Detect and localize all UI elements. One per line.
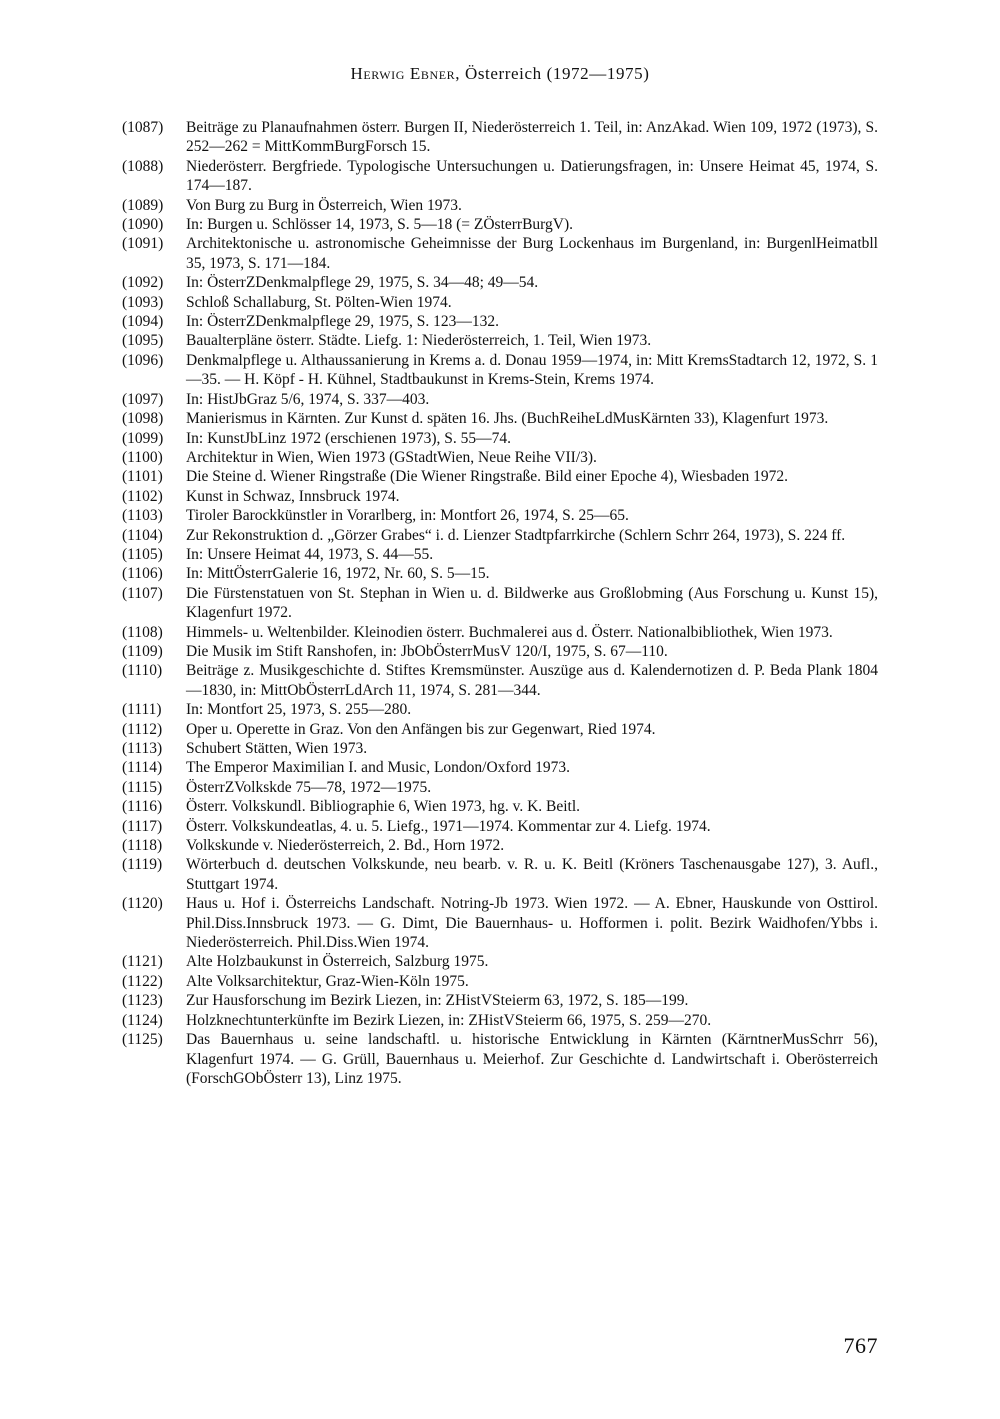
entry-number: (1113) <box>122 740 163 757</box>
bibliography-entry <box>122 778 878 797</box>
entry-number: (1105) <box>122 545 163 563</box>
bibliography-entry <box>122 467 878 486</box>
bibliography-entry <box>122 1030 878 1088</box>
entry-text: In: Burgen u. Schlösser 14, 1973, S. 5—18 (= ZÖsterrBurgV). <box>186 216 574 234</box>
entry-number: (1123) <box>122 992 163 1010</box>
entry-number: (1095) <box>122 332 164 350</box>
entry-number: (1110) <box>122 662 163 680</box>
entry-text: In: Unsere Heimat 44, 1973, S. 44—55. <box>186 545 434 563</box>
entry-number: (1092) <box>122 274 164 292</box>
bibliography-entry <box>122 739 878 758</box>
bibliography-entry <box>122 642 878 661</box>
entry-number: (1103) <box>122 507 163 525</box>
entry-text: Niederösterr. Bergfriede. Typologische Untersuchungen u. Datierungsfragen, in: Unsere Heimat 45, 1974, S. 174—187. <box>186 157 878 195</box>
bibliography-entry <box>122 506 878 525</box>
bibliography-entry <box>122 564 878 583</box>
entry-number: (1093) <box>122 293 164 311</box>
entry-number: (1125) <box>122 1031 163 1049</box>
entry-text: In: MittÖsterrGalerie 16, 1972, Nr. 60, S. 5—15. <box>186 565 490 583</box>
entry-number: (1122) <box>122 972 163 990</box>
bibliography-entry <box>122 855 878 894</box>
entry-text: Volkskunde v. Niederösterreich, 2. Bd., Horn 1972. <box>186 837 505 855</box>
bibliography-entry <box>122 584 878 623</box>
bibliography-entry <box>122 700 878 719</box>
entry-text: ÖsterrZVolkskde 75—78, 1972—1975. <box>186 778 432 796</box>
bibliography-entry <box>122 487 878 506</box>
entry-number: (1118) <box>122 837 163 855</box>
entry-number: (1107) <box>122 584 163 602</box>
bibliography-entry <box>122 817 878 836</box>
entry-text: Holzknechtunterkünfte im Bezirk Liezen, in: ZHistVSteierm 66, 1975, S. 259—270. <box>186 1011 712 1029</box>
entry-number: (1117) <box>122 817 163 835</box>
bibliography-entry <box>122 293 878 312</box>
entry-text: Österr. Volkskundl. Bibliographie 6, Wien 1973, hg. v. K. Beitl. <box>186 798 581 816</box>
entry-number: (1091) <box>122 235 164 253</box>
page-number: 767 <box>843 1333 878 1358</box>
entry-number: (1087) <box>122 119 164 136</box>
entry-number: (1108) <box>122 623 163 641</box>
bibliography-entry <box>122 331 878 350</box>
bibliography-entry <box>122 409 878 428</box>
bibliography-entry <box>122 661 878 700</box>
bibliography-entry <box>122 157 878 196</box>
entry-text: Baualterpläne österr. Städte. Liefg. 1: Niederösterreich, 1. Teil, Wien 1973. <box>186 332 652 350</box>
entry-text: Tiroler Barockkünstler in Vorarlberg, in: Montfort 26, 1974, S. 25—65. <box>186 507 629 525</box>
bibliography-entry <box>122 312 878 331</box>
bibliography-entries <box>122 118 878 1088</box>
entry-text: In: ÖsterrZDenkmalpflege 29, 1975, S. 123—132. <box>186 313 499 331</box>
bibliography-entry <box>122 215 878 234</box>
entry-text: Die Musik im Stift Ranshofen, in: JbObÖsterrMusV 120/I, 1975, S. 67—110. <box>186 642 668 660</box>
running-head-author-last: Ebner <box>409 64 456 83</box>
entry-number: (1109) <box>122 642 163 660</box>
entry-text: Zur Rekonstruktion d. „Görzer Grabes“ i. d. Lienzer Stadtpfarrkirche (Schlern Schrr 264, 1973), S. 224 ff. <box>186 526 846 544</box>
entry-number: (1116) <box>122 798 163 816</box>
entry-text: Die Fürstenstatuen von St. Stephan in Wien u. d. Bildwerke aus Großlobming (Aus Forschung u. Kunst 15), Klagenfurt 1972. <box>186 584 878 622</box>
entry-number: (1089) <box>122 196 164 214</box>
bibliography-entry <box>122 972 878 991</box>
bibliography-entry <box>122 991 878 1010</box>
entry-text: The Emperor Maximilian I. and Music, London/Oxford 1973. <box>186 759 570 777</box>
entry-number: (1121) <box>122 953 163 971</box>
bibliography-entry <box>122 118 878 157</box>
entry-text: Österr. Volkskundeatlas, 4. u. 5. Liefg., 1971—1974. Kommentar zur 4. Liefg. 1974. <box>186 817 711 835</box>
entry-text: In: ÖsterrZDenkmalpflege 29, 1975, S. 34—48; 49—54. <box>186 274 539 292</box>
entry-text: Von Burg zu Burg in Österreich, Wien 1973. <box>186 196 462 214</box>
bibliography-entry <box>122 758 878 777</box>
entry-number: (1111) <box>122 701 162 719</box>
entry-number: (1099) <box>122 429 164 447</box>
bibliography-entry <box>122 797 878 816</box>
bibliography-entry <box>122 720 878 739</box>
entry-number: (1112) <box>122 720 163 738</box>
running-head <box>0 64 1000 84</box>
entry-number: (1100) <box>122 448 163 466</box>
bibliography-entry <box>122 234 878 273</box>
bibliography-entry <box>122 836 878 855</box>
entry-text: Alte Holzbaukunst in Österreich, Salzburg 1975. <box>186 953 489 971</box>
bibliography-entry <box>122 623 878 642</box>
entry-text: Zur Hausforschung im Bezirk Liezen, in: ZHistVSteierm 63, 1972, S. 185—199. <box>186 992 689 1010</box>
entry-text: In: KunstJbLinz 1972 (erschienen 1973), S. 55—74. <box>186 429 512 447</box>
running-head-title: , Österreich (1972—1975) <box>455 64 650 83</box>
entry-text: Alte Volksarchitektur, Graz-Wien-Köln 1975. <box>186 972 469 990</box>
entry-number: (1102) <box>122 487 163 505</box>
running-head-author-first: Herwig <box>350 64 405 83</box>
entry-number: (1097) <box>122 390 164 408</box>
entry-number: (1104) <box>122 526 163 544</box>
entry-text: Himmels- u. Weltenbilder. Kleinodien österr. Buchmalerei aus d. Österr. Nationalbibliothek, Wien 1973. <box>186 623 833 641</box>
entry-text: Beiträge z. Musikgeschichte d. Stiftes Kremsmünster. Auszüge aus d. Kalendernotizen d. P. Beda Plank 1804—1830, in: MittObÖsterrLdArch 11, 1974, S. 281—344. <box>186 662 878 699</box>
entry-number: (1120) <box>122 895 163 913</box>
bibliography-entry <box>122 390 878 409</box>
entry-text: Wörterbuch d. deutschen Volkskunde, neu bearb. v. R. u. K. Beitl (Kröners Taschenausgabe 127), 3. Aufl., Stuttgart 1974. <box>186 856 878 893</box>
bibliography-entry <box>122 351 878 390</box>
entry-number: (1098) <box>122 410 164 428</box>
bibliography-entry <box>122 448 878 467</box>
entry-number: (1124) <box>122 1011 163 1029</box>
bibliography-entry <box>122 545 878 564</box>
bibliography-entry <box>122 429 878 448</box>
bibliography-entry <box>122 894 878 952</box>
entry-text: Architektur in Wien, Wien 1973 (GStadtWien, Neue Reihe VII/3). <box>186 448 597 466</box>
entry-number: (1096) <box>122 351 164 369</box>
entry-number: (1101) <box>122 468 163 486</box>
entry-number: (1088) <box>122 157 164 175</box>
entry-text: Das Bauernhaus u. seine landschaftl. u. historische Entwicklung in Kärnten (KärntnerMusSchrr 56), Klagenfurt 1974. — G. Grüll, Bauernhaus u. Meierhof. Zur Geschichte d. Landwirtschaft i. Oberösterreich (ForschGObÖsterr 13), Linz 1975. <box>186 1031 878 1087</box>
entry-text: Haus u. Hof i. Österreichs Landschaft. Notring-Jb 1973. Wien 1972. — A. Ebner, Hauskunde von Osttirol. Phil.Diss.Innsbruck 1973. — G. Dimt, Die Bauernhaus- u. Hofformen i. polit. Bezirk Waidhofen/Ybbs i. Niederösterreich. Phil.Diss.Wien 1974. <box>186 895 878 952</box>
entry-text: Architektonische u. astronomische Geheimnisse der Burg Lockenhaus im Burgenland, in: BurgenlHeimatbll 35, 1973, S. 171—184. <box>186 235 878 272</box>
entry-number: (1090) <box>122 216 164 234</box>
entry-number: (1115) <box>122 778 163 796</box>
entry-number: (1094) <box>122 313 164 331</box>
entry-text: Schloß Schallaburg, St. Pölten-Wien 1974. <box>186 293 452 311</box>
entry-text: Kunst in Schwaz, Innsbruck 1974. <box>186 487 400 505</box>
entry-text: Oper u. Operette in Graz. Von den Anfängen bis zur Gegenwart, Ried 1974. <box>186 720 656 738</box>
entry-text: Beiträge zu Planaufnahmen österr. Burgen II, Niederösterreich 1. Teil, in: AnzAkad. Wien 109, 1972 (1973), S. 252—262 = MittKommBurgForsch 15. <box>186 119 878 156</box>
entry-number: (1114) <box>122 759 163 777</box>
bibliography-entry <box>122 526 878 545</box>
entry-text: Denkmalpflege u. Althaussanierung in Krems a. d. Donau 1959—1974, in: Mitt KremsStadtarch 12, 1972, S. 1—35. — H. Köpf - H. Kühnel, Stadtbaukunst in Krems-Stein, Krems 1974. <box>186 351 878 389</box>
entry-text: In: HistJbGraz 5/6, 1974, S. 337—403. <box>186 390 430 408</box>
entry-text: In: Montfort 25, 1973, S. 255—280. <box>186 701 412 719</box>
entry-number: (1119) <box>122 856 163 874</box>
bibliography-entry <box>122 1011 878 1030</box>
entry-number: (1106) <box>122 565 163 583</box>
entry-text: Die Steine d. Wiener Ringstraße (Die Wiener Ringstraße. Bild einer Epoche 4), Wiesbaden 1972. <box>186 468 789 486</box>
bibliography-entry <box>122 952 878 971</box>
bibliography-entry <box>122 273 878 292</box>
entry-text: Schubert Stätten, Wien 1973. <box>186 740 368 757</box>
bibliography-entry <box>122 196 878 215</box>
entry-text: Manierismus in Kärnten. Zur Kunst d. späten 16. Jhs. (BuchReiheLdMusKärnten 33), Klagenfurt 1973. <box>186 410 829 428</box>
